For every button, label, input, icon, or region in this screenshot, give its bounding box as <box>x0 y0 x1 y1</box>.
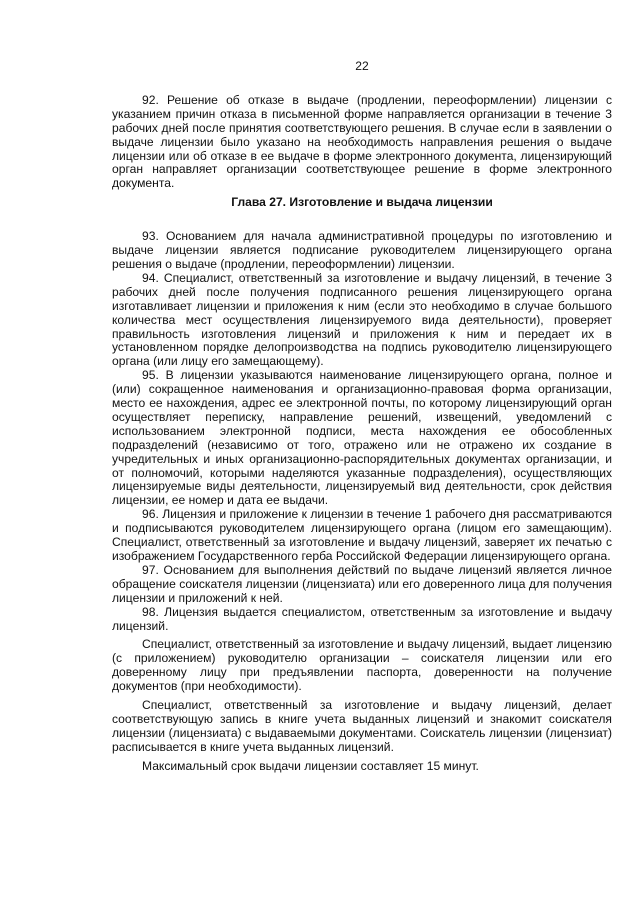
paragraph-95: 95. В лицензии указываются наименование лицензирующего органа, полное и (или) сокращенное наименования и организационно-правовая форма организации, место ее нахождения, адрес ее электронной почты, по которому лицензирующий орган осуществляет переписку, направление решений, извещений, уведомлений с использованием электронной подписи, места нахождения ее обособленных подразделений (независимо от того, отражено или не отражено их создание в учредительных и иных организационно-распорядительных документах организации, и от полномочий, которыми наделяются указанные подразделения), осуществляющих лицензируемые виды деятельности, лицензируемый вид деятельности, срок действия лицензии, ее номер и дата ее выдачи. <box>112 368 612 508</box>
paragraph-98-max-time: Максимальный срок выдачи лицензии составляет 15 минут. <box>142 758 479 773</box>
chapter-title: Глава 27. Изготовление и выдача лицензии <box>231 195 493 210</box>
paragraph-92: 92. Решение об отказе в выдаче (продлении, переоформлении) лицензии с указанием причин отказа в письменной форме направляется организации в течение 3 рабочих дней после принятия соответствующего решения. В случае если в заявлении о выдаче лицензии было указано на необходимость направления решения о выдаче лицензии или об отказе в ее выдаче в форме электронного документа, лицензирующий орган направляет организации соответствующее решение в форме электронного документа. <box>112 92 612 191</box>
paragraph-98: 98. Лицензия выдается специалистом, ответственным за изготовление и выдачу лицензий. <box>112 604 612 633</box>
paragraph-98-registration: Специалист, ответственный за изготовление и выдачу лицензий, делает соответствующую запись в книге учета выданных лицензий и знакомит соискателя лицензии (лицензиата) с выдаваемыми документами. Соискатель лицензии (лицензиат) расписывается в книге учета выданных лицензий. <box>112 698 612 754</box>
paragraph-97: 97. Основанием для выполнения действий по выдаче лицензий является личное обращение соискателя лицензии (лицензиата) или его доверенного лица для получения лицензии и приложений к ней. <box>112 562 612 605</box>
paragraph-98-issuance: Специалист, ответственный за изготовление и выдачу лицензий, выдает лицензию (с приложением) руководителю организации – соискателя лицензии или его доверенному лицу при предъявлении паспорта, доверенности на получение документов (при необходимости). <box>112 637 612 694</box>
page-number: 22 <box>355 59 369 73</box>
document-page <box>112 60 612 774</box>
paragraph-93: 93. Основанием для начала административной процедуры по изготовлению и выдаче лицензии является подписание руководителем лицензирующего органа решения о выдаче (продлении, переоформлении) лицензии. <box>112 229 612 271</box>
paragraph-96: 96. Лицензия и приложение к лицензии в течение 1 рабочего дня рассматриваются и подписываются руководителем лицензирующего органа (лицом его замещающим). Специалист, ответственный за изготовление и выдачу лицензий, заверяет их печатью с изображением Государственного герба Российской Федерации лицензирующего органа. <box>112 507 612 563</box>
paragraph-94: 94. Специалист, ответственный за изготовление и выдачу лицензий, в течение 3 рабочих дней после получения подписанного решения лицензирующего органа изготавливает лицензии и приложения к ним (если это необходимо в случае большого количества мест осуществления лицензируемого вида деятельности), проверяет правильность изготовления лицензий и приложения к ним и передает их в установленном порядке делопроизводства на подпись руководителю лицензирующего органа (или лицу его замещающему). <box>112 270 612 369</box>
